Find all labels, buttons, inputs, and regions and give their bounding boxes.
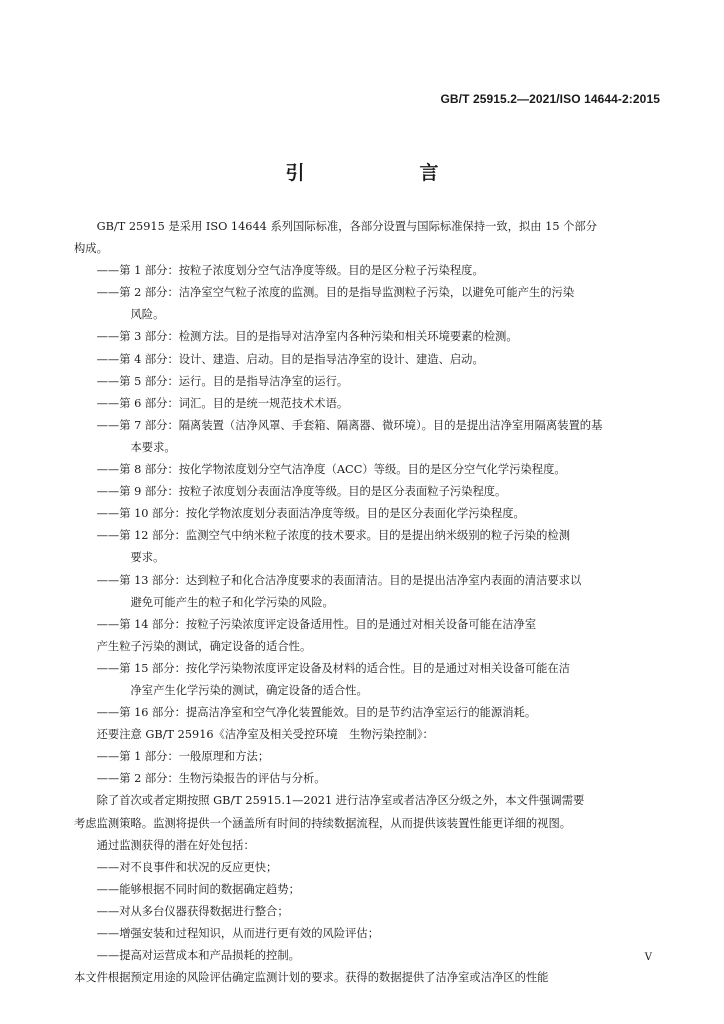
list-item: ——第 14 部分：按粒子污染浓度评定设备适用性。目的是通过对相关设备可能在洁净室: [96, 617, 537, 631]
paragraph-closing: 本文件根据预定用途的风险评估确定监测计划的要求。获得的数据提供了洁净室或洁净区的性能: [74, 971, 549, 985]
list-item-cont: 避免可能产生的粒子和化学污染的风险。: [130, 595, 334, 609]
list-item: ——第 12 部分：监测空气中纳米粒子浓度的技术要求。目的是提出纳米级别的粒子污染的检测: [96, 529, 571, 543]
list-item: ——第 8 部分：按化学物浓度划分空气洁净度（ACC）等级。目的是区分空气化学污染程度。: [96, 463, 566, 477]
list-item: ——第 15 部分：按化学污染物浓度评定设备及材料的适合性。目的是通过对相关设备可能在洁: [96, 661, 571, 675]
list-item: ——第 3 部分：检测方法。目的是指导对洁净室内各种污染和相关环境要素的检测。: [96, 330, 518, 344]
list-item: ——第 16 部分：提高洁净室和空气净化装置能效。目的是节约洁净室运行的能源消耗。: [96, 706, 537, 720]
list-item-cont: 产生粒子污染的测试，确定设备的适合性。: [96, 639, 312, 653]
list-item-cont: 净室产生化学污染的测试，确定设备的适合性。: [130, 683, 368, 697]
standard-code-header: GB/T 25915.2—2021/ISO 14644-2:2015: [440, 92, 660, 106]
list-item: ——第 9 部分：按粒子浓度划分表面洁净度等级。目的是区分表面粒子污染程度。: [96, 485, 507, 499]
list-item-cont: 要求。: [130, 551, 165, 565]
paragraph-note: 还要注意 GB/T 25916《洁净室及相关受控环境 生物污染控制》：: [96, 728, 434, 742]
document-body: [74, 216, 654, 989]
list-item: ——第 6 部分：词汇。目的是统一规范技术术语。: [96, 396, 349, 410]
list-item: ——第 13 部分：达到粒子和化合洁净度要求的表面清洁。目的是提出洁净室内表面的清洁要求以: [96, 573, 582, 587]
list-item: ——第 4 部分：设计、建造、启动。目的是指导洁净室的设计、建造、启动。: [96, 352, 484, 366]
list-item: ——第 1 部分：一般原理和方法；: [96, 750, 270, 764]
list-item-cont: 风险。: [130, 308, 165, 322]
list-item: ——第 7 部分：隔离装置（洁净风罩、手套箱、隔离器、微环境）。目的是提出洁净室用隔离装置的基: [96, 418, 603, 432]
list-item: ——第 2 部分：生物污染报告的评估与分析。: [96, 772, 326, 786]
page-title: 引 言: [285, 162, 487, 184]
paragraph-benefits: 通过监测获得的潜在好处包括：: [96, 838, 255, 852]
list-item: ——提高对运营成本和产品损耗的控制。: [96, 949, 300, 963]
list-item-cont: 本要求。: [130, 440, 176, 454]
list-item: ——第 2 部分：洁净室空气粒子浓度的监测。目的是指导监测粒子污染，以避免可能产生的污染: [96, 286, 575, 300]
list-item: ——增强安装和过程知识，从而进行更有效的风险评估；: [96, 927, 380, 940]
list-item: ——能够根据不同时间的数据确定趋势；: [96, 882, 300, 896]
paragraph-intro: GB/T 25915 是采用 ISO 14644 系列国际标准，各部分设置与国际标准保持一致，拟由 15 个部分: [96, 220, 598, 233]
list-item: ——第 1 部分：按粒子浓度划分空气洁净度等级。目的是区分粒子污染程度。: [96, 264, 484, 278]
list-item: ——第 10 部分：按化学物浓度划分表面洁净度等级。目的是区分表面化学污染程度。: [96, 507, 525, 521]
paragraph-monitoring-cont: 考虑监测策略。监测将提供一个涵盖所有时间的持续数据流程，从而提供该装置性能更详细的视图。: [74, 816, 572, 830]
list-item: ——对不良事件和状况的反应更快；: [96, 860, 278, 874]
paragraph-monitoring: 除了首次或者定期按照 GB/T 25915.1—2021 进行洁净室或者洁净区分级之外，本文件强调需要: [96, 794, 585, 808]
page-number: V: [644, 952, 652, 963]
paragraph-intro-cont: 构成。: [74, 242, 108, 256]
list-item: ——第 5 部分：运行。目的是指导洁净室的运行。: [96, 374, 349, 388]
list-item: ——对从多台仪器获得数据进行整合；: [96, 904, 289, 918]
